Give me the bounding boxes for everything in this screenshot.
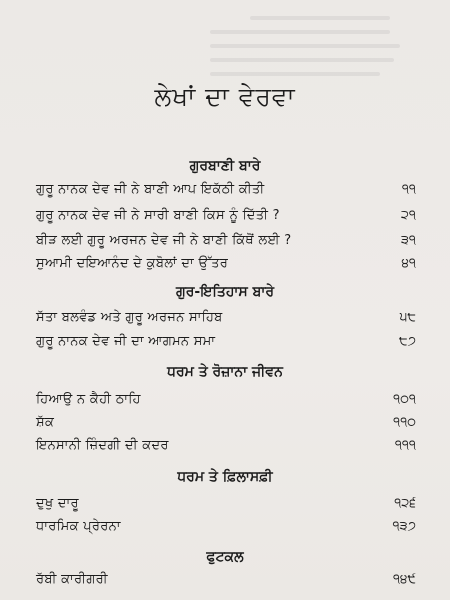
entry-title: ਧਾਰਮਿਕ ਪ੍ਰੇਰਨਾ [36,519,121,534]
page-title: ਲੇਖਾਂ ਦਾ ਵੇਰਵਾ [154,82,296,111]
section-heading-gurbani: ਗੁਰਬਾਣੀ ਬਾਰੇ [189,158,261,174]
toc-entry [36,233,426,255]
entry-page: ੨੧ [400,208,416,223]
section-heading-dharam-philosophy: ਧਰਮ ਤੇ ਫ਼ਿਲਾਸਫ਼ੀ [177,469,273,485]
entry-page: ੧੪੯ [392,572,416,587]
entry-page: ੧੦੧ [393,392,416,407]
section-heading-dharam-jeevan: ਧਰਮ ਤੇ ਰੋਜ਼ਾਨਾ ਜੀਵਨ [167,364,283,380]
toc-entry [36,208,426,230]
entry-title: ਸੱਤਾ ਬਲਵੰਡ ਅਤੇ ਗੁਰੂ ਅਰਜਨ ਸਾਹਿਬ [36,310,223,325]
entry-page: ੮੭ [399,334,416,349]
entry-page: ੫੮ [399,310,416,325]
entry-page: ੧੧੦ [393,415,416,430]
entry-title: ਹਿਆਉ ਨ ਕੈਹੀ ਠਾਹਿ [36,392,141,407]
entry-page: ੧੩੭ [392,519,416,534]
toc-entry [36,572,426,594]
entry-title: ਦੁਖੁ ਦਾਰੂ [36,496,79,511]
entry-title: ਗੁਰੂ ਨਾਨਕ ਦੇਵ ਜੀ ਨੇ ਬਾਣੀ ਆਪ ਇਕੱਠੀ ਕੀਤੀ [36,182,265,197]
section-heading-gur-itihas: ਗੁਰ-ਇਤਿਹਾਸ ਬਾਰੇ [175,284,275,300]
toc-entry [36,519,426,541]
toc-entry [36,438,426,460]
toc-entry [36,256,426,278]
toc-entry [36,310,426,332]
entry-page: ੩੧ [400,233,416,248]
entry-page: ੧੧੧ [394,438,416,453]
entry-title: ਇਨਸਾਨੀ ਜ਼ਿੰਦਗੀ ਦੀ ਕਦਰ [36,438,169,453]
toc-entry [36,415,426,437]
toc-entry [36,334,426,356]
toc-entry [36,182,426,204]
entry-page: ੧੧ [401,182,416,197]
entry-title: ਗੁਰੂ ਨਾਨਕ ਦੇਵ ਜੀ ਨੇ ਸਾਰੀ ਬਾਣੀ ਕਿਸ ਨੂੰ ਦਿੱਤੀ ? [36,208,280,223]
section-heading-phutkal: ਫੁਟਕਲ [206,549,244,565]
entry-title: ਸੁਆਮੀ ਦਇਆਨੰਦ ਦੇ ਕੁਬੋਲਾਂ ਦਾ ਉੱਤਰ [36,256,229,271]
toc-entry [36,496,426,518]
entry-page: ੧੨੬ [394,496,416,511]
entry-title: ਬੀੜ ਲਈ ਗੁਰੂ ਅਰਜਨ ਦੇਵ ਜੀ ਨੇ ਬਾਣੀ ਕਿੱਥੋਂ ਲਈ ? [36,233,292,248]
entry-title: ਸ਼ੱਕ [36,415,55,430]
entry-title: ਰੱਬੀ ਕਾਰੀਗਰੀ [36,572,108,587]
entry-page: ੪੧ [401,256,416,271]
toc-entry [36,392,426,414]
entry-title: ਗੁਰੂ ਨਾਨਕ ਦੇਵ ਜੀ ਦਾ ਆਗਮਨ ਸਮਾ [36,334,216,349]
